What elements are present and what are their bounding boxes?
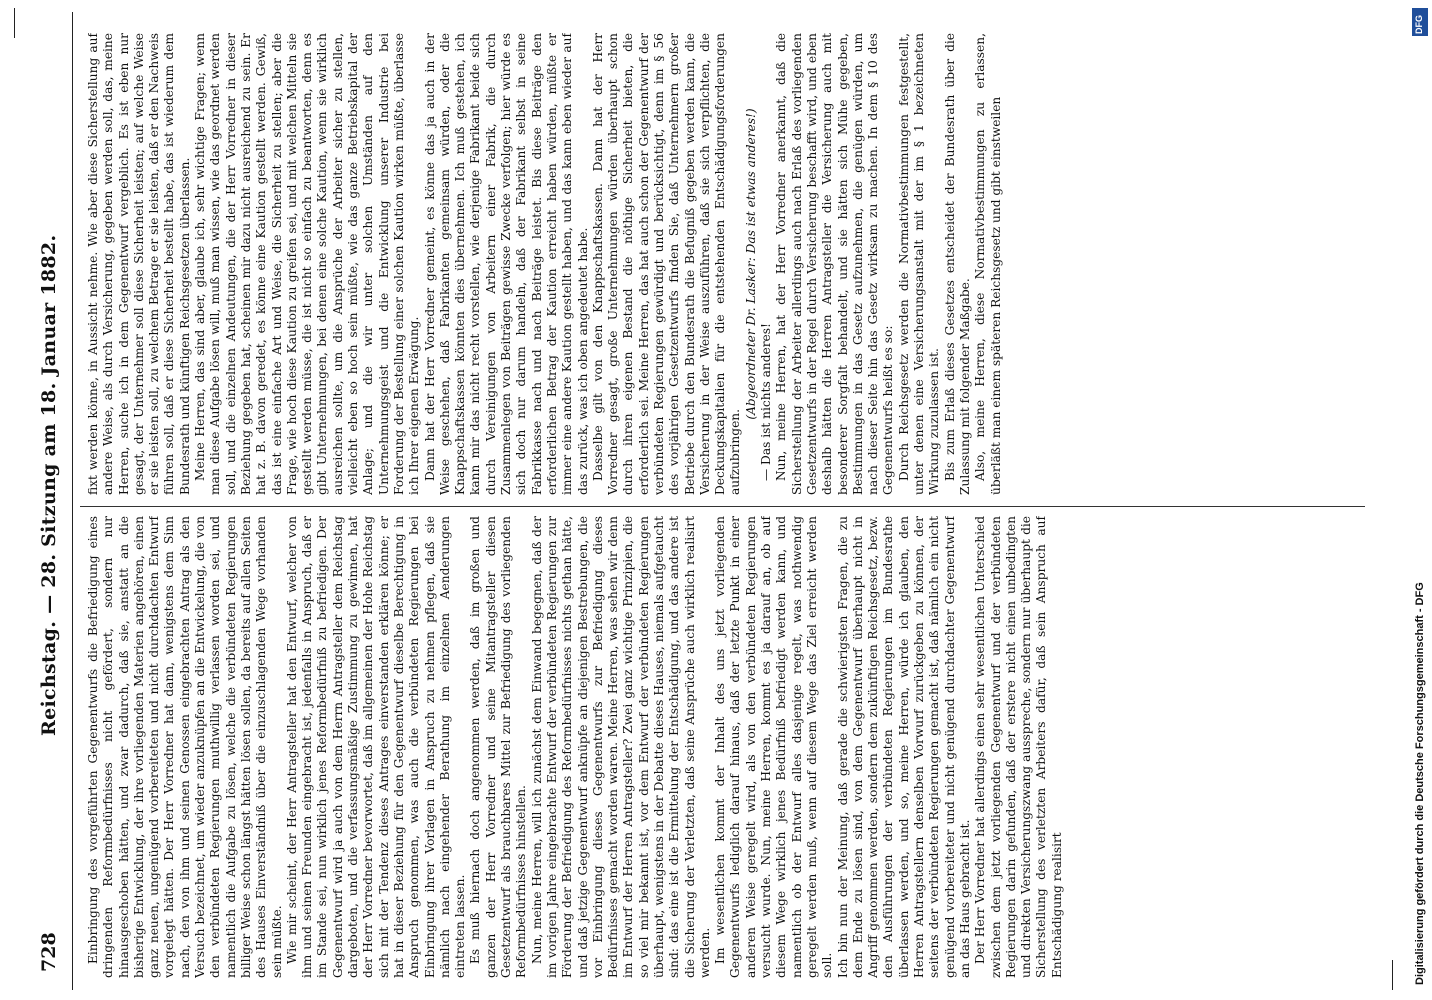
crop-mark xyxy=(14,8,15,38)
dfg-logo xyxy=(1412,8,1428,36)
digitization-credit xyxy=(1408,10,1430,990)
paragraph: Nun, meine Herren, will ich zunächst dem Einwand begegnen, daß der im vorigen Jahre eingebrachte Entwurf der verbündeten Regierungen zur Förderung der Befriedigung des Reformbedürfnisses nichts gethan hätte, und daß jetzige Gegenentwurf anknüpfe an diejenigen Bestrebungen, die vor Einbringung dieses Gegenentwurfs zur Befriedigung dieses Bedürfnisses gemacht worden waren. Meine Herren, was sehen wir denn im Entwurf der Herren Antragsteller? Zwei ganz wichtige Prinzipien, die so viel mir bekannt ist, vor dem Entwurf der verbündeten Regierungen überhaupt, wenigstens in der Debatte dieses Hauses, niemals aufgetaucht sind: das eine ist die Ermittelung der Entschädigung, und das andere ist die Sicherung der Verletzten, daß seine Ansprüche auch wirklich realisirt werden. xyxy=(529,516,712,978)
page-header xyxy=(28,16,68,986)
credit-text: Digitalisierung gefördert durch die Deutsche Forschungsgemeinschaft - DFG xyxy=(1414,582,1426,985)
dfg-logo-text: DFG xyxy=(1414,15,1424,34)
page-number: 728 xyxy=(38,932,60,972)
paragraph: — Das ist nichts anderes! xyxy=(759,323,774,481)
right-text-column xyxy=(86,33,1371,495)
left-text-column xyxy=(86,516,1371,978)
paragraph: Im wesentlichen kommt der Inhalt des uns jetzt vorliegenden Gegenentwurfs lediglich darauf hinaus, daß der letzte Punkt in einer anderen Weise geregelt wird, als von den verbündeten Regierungen versucht wurde. Nun, meine Herren, kommt es ja darauf an, ob auf diesem Wege wirklich jenes Bedürfniß befriedigt werden kann, und namentlich ob der Entwurf alles dasjenige regelt, was nothwendig geregelt werden muß, wenn auf diesem Wege das Ziel erreicht werden soll. xyxy=(713,516,835,978)
paragraph: Ich bin nun der Meinung, daß gerade die schwierigsten Fragen, die zu dem Ende zu lösen sind, von dem Gegenentwurf überhaupt nicht in Angriff genommen werden, sondern dem zukünftigen Reichsgesetz, bezw. den Ausführungen der verbündeten Regierungen im Bundesrathe überlassen werden, und so, meine Herren, würde ich glauben, den Herren Antragstellern denselben Vorwurf zurückgeben zu können, der seitens der verbündeten Regierungen gemacht ist, daß nämlich ein nicht genügend vorbereiteter und nicht genügend durchdachter Gegenentwurf an das Haus gebracht ist. xyxy=(835,516,972,978)
crop-mark xyxy=(1392,960,1393,990)
running-head: Reichstag. — 28. Sitzung am 18. Januar 1882. xyxy=(38,234,60,736)
column-divider xyxy=(80,506,1365,507)
paragraph: Es muß hiernach doch angenommen werden, daß im großen und ganzen der Herr Vorredner und seine Mitantragsteller diesen Gesetzentwurf als brauchbares Mittel zur Befriedigung des vorliegenden Reformbedürfnisses hinstellen. xyxy=(468,516,529,978)
paragraph: (Abgeordneter Dr. Lasker: Das ist etwas anderes!) xyxy=(743,108,758,420)
paragraph: fixt werden könne, in Aussicht nehme. Wie aber diese Sicherstellung auf andere Weise, als durch Versicherung, gegeben werden soll, das, meine Herren, suche ich in dem Gegenentwurf vergeblich. Es ist eben nur gesagt, der Unternehmer soll diese Sicherheit leisten; auf welche Weise er sie leisten soll, zu welchem Betrage er sie leisten, daß er den Nachweis führen soll, daß er diese Sicherheit bestellt habe, das ist wiederum dem Bundesrath und künftigen Reichsgesetzen überlassen. xyxy=(86,33,192,495)
paragraph: Einbringung des vorgeführten Gegenentwurfs die Befriedigung eines dringenden Reformbedürfnisses nicht gefördert, sondern nur hinausgeschoben hätten, und zwar dadurch, daß sie, anstatt an die bisherige Entwicklung, der ihre vorliegenden Materien angehören, einen ganz neuen, ungenügend vorbereiteten und nicht durchdachten Entwurf vorgelegt hätten. Der Herr Vorredner hat dann, wenigstens dem Sinn nach, den von ihm und seinen Genossen eingebrachten Antrag als den Versuch bezeichnet, um wieder anzuknüpfen an die Entwickelung, die von den verbündeten Regierungen muthwillig verlassen worden sei, und namentlich die Aufgabe zu lösen, welche die verbündeten Regierungen billiger Weise schon längst hätten lösen sollen, da bereits auf allen Seiten des Hauses Einverständniß über die einzuschlagenden Wege vorhanden sein müßte. xyxy=(86,516,284,978)
paragraph: Dasselbe gilt von den Knappschaftskassen. Dann hat der Herr Vorredner gesagt, große Unternehmungen würden überhaupt schon durch ihren eigenen Bestand die nöthige Sicherheit bieten, die erforderlich sei. Meine Herren, das hat auch schon der Gegenentwurf der verbündeten Regierungen gewürdigt und berücksichtigt, denn im § 56 des vorjährigen Gesetzentwurfs finden Sie, daß Unternehmern großer Betriebe durch den Bundesrath die Befugniß gegeben werden kann, die Versicherung in der Weise auszuführen, daß sie sich verpflichten, die Deckungskapitalien für die entstehenden Entschädigungsforderungen aufzubringen. xyxy=(590,33,743,495)
paragraph: Nun, meine Herren, hat der Herr Vorredner anerkannt, daß die Sicherstellung der Arbeiter allerdings auch nach Erlaß des vorliegenden Gesetzentwurfs in der Regel durch Versicherung beschafft wird, und eben deshalb hätten die Herren Antragsteller die Versicherung auch mit besonderer Sorgfalt behandelt, und sie hätten sich Mühe gegeben, Bestimmungen in das Gesetz aufzunehmen, die genügen würden, um nach dieser Seite hin das Gesetz wirksam zu machen. In dem § 10 des Gegenentwurfs heißt es so: xyxy=(774,33,896,495)
paragraph: Dann hat der Herr Vorredner gemeint, es könne das ja auch in der Weise geschehen, daß Fabrikanten gemeinsam würden, oder die Knappschaftskassen könnten dies übernehmen. Ich muß gestehen, ich kann mir das nicht recht vorstellen, wie derjenige Fabrikant beide sich durch Vereinigungen von Arbeitern einer Fabrik, die durch Zusammenlegen von Beiträgen gewisse Zwecke verfolgen; hier würde es sich doch nur darum handeln, daß der Fabrikant selbst in seine Fabrikkasse nach und nach Beiträge leistet. Bis diese Beiträge den erforderlichen Betrag der Kaution erreicht haben würden, müßte er immer eine andere Kaution gestellt haben, und das kann eben wieder auf das zurück, was ich oben angedeutet habe. xyxy=(422,33,590,495)
paragraph: Wie mir scheint, der Herr Antragsteller hat den Entwurf, welcher von ihm und seinen Freunden eingebracht ist, jedenfalls in Anspruch, daß er im Stande sei, nun wirklich jenes Reformbedürfniß zu befriedigen. Der Gegenentwurf wird ja auch von dem Herrn Antragsteller dem Reichstag dargeboten, und die verfassungsmäßige Zustimmung zu gewinnen, hat der Herr Vorredner bevorwortet, daß im allgemeinen der Hohe Reichstag sich mit der Tendenz dieses Antrages einverstanden erklären könne; er hat in dieser Beziehung für den Gegenentwurf dieselbe Berechtigung in Anspruch genommen, was auch die verbündeten Regierungen bei Einbringung ihrer Vorlagen in Anspruch zu nehmen pflegen, daß sie nämlich nach eingehender Berathung im einzelnen Aenderungen eintreten lassen. xyxy=(284,516,468,978)
paragraph: Durch Reichsgesetz werden die Normativbestimmungen festgestellt, unter denen eine Versicherungsanstalt mit der im § 1 bezeichneten Wirkung zuzulassen ist. xyxy=(896,33,942,495)
header-rule xyxy=(72,12,73,990)
paragraph: Bis zum Erlaß dieses Gesetzes entscheidet der Bundesrath über die Zulassung mit folgender Maßgabe. xyxy=(942,33,972,495)
paragraph: Der Herr Vorredner hat allerdings einen sehr wesentlichen Unterschied zwischen dem jetzt vorliegenden Gegenentwurf und der verbündeten Regierungen darin gefunden, daß der erstere nicht einen unbedingten und direkten Versicherungszwang ausspreche, sondern nur überhaupt die Sicherstellung des verletzten Arbeiters dafür, daß sein Anspruch auf Entschädigung realisirt xyxy=(973,516,1064,978)
paragraph: Meine Herren, das sind aber, glaube ich, sehr wichtige Fragen; wenn man diese Aufgabe lösen will, muß man wissen, wie das geordnet werden soll, und die einzelnen Andeutungen, die der Herr Vorredner in dieser Beziehung gegeben hat, scheinen mir dazu nicht ausreichend zu sein. Er hat z. B. davon geredet, es könne eine Kaution gestellt werden. Gewiß, das ist eine einfache Art und Weise, die Sicherheit zu stellen; aber die Frage, wie hoch diese Kaution zu greifen sei, und mit welchen Mitteln sie gestellt werden müsse, die ist nicht so einfach zu beantworten, denn es gibt Unternehmungen, bei denen eine solche Kaution, wenn sie wirklich ausreichen sollte, um die Ansprüche der Arbeiter sicher zu stellen, vielleicht eben so hoch sein müßte, wie das ganze Betriebskapital der Anlage; und die wir unter solchen Umständen auf den Unternehmungsgeist und die Entwicklung unserer Industrie bei Forderung der Bestellung einer solchen Kaution wirken müßte, überlasse ich Ihrer eigenen Erwägung. xyxy=(193,33,422,495)
paragraph: Also, meine Herren, diese Normativbestimmungen zu erlassen, überläßt man einem späteren Reichsgesetz und gibt einstweilen xyxy=(973,33,1003,495)
